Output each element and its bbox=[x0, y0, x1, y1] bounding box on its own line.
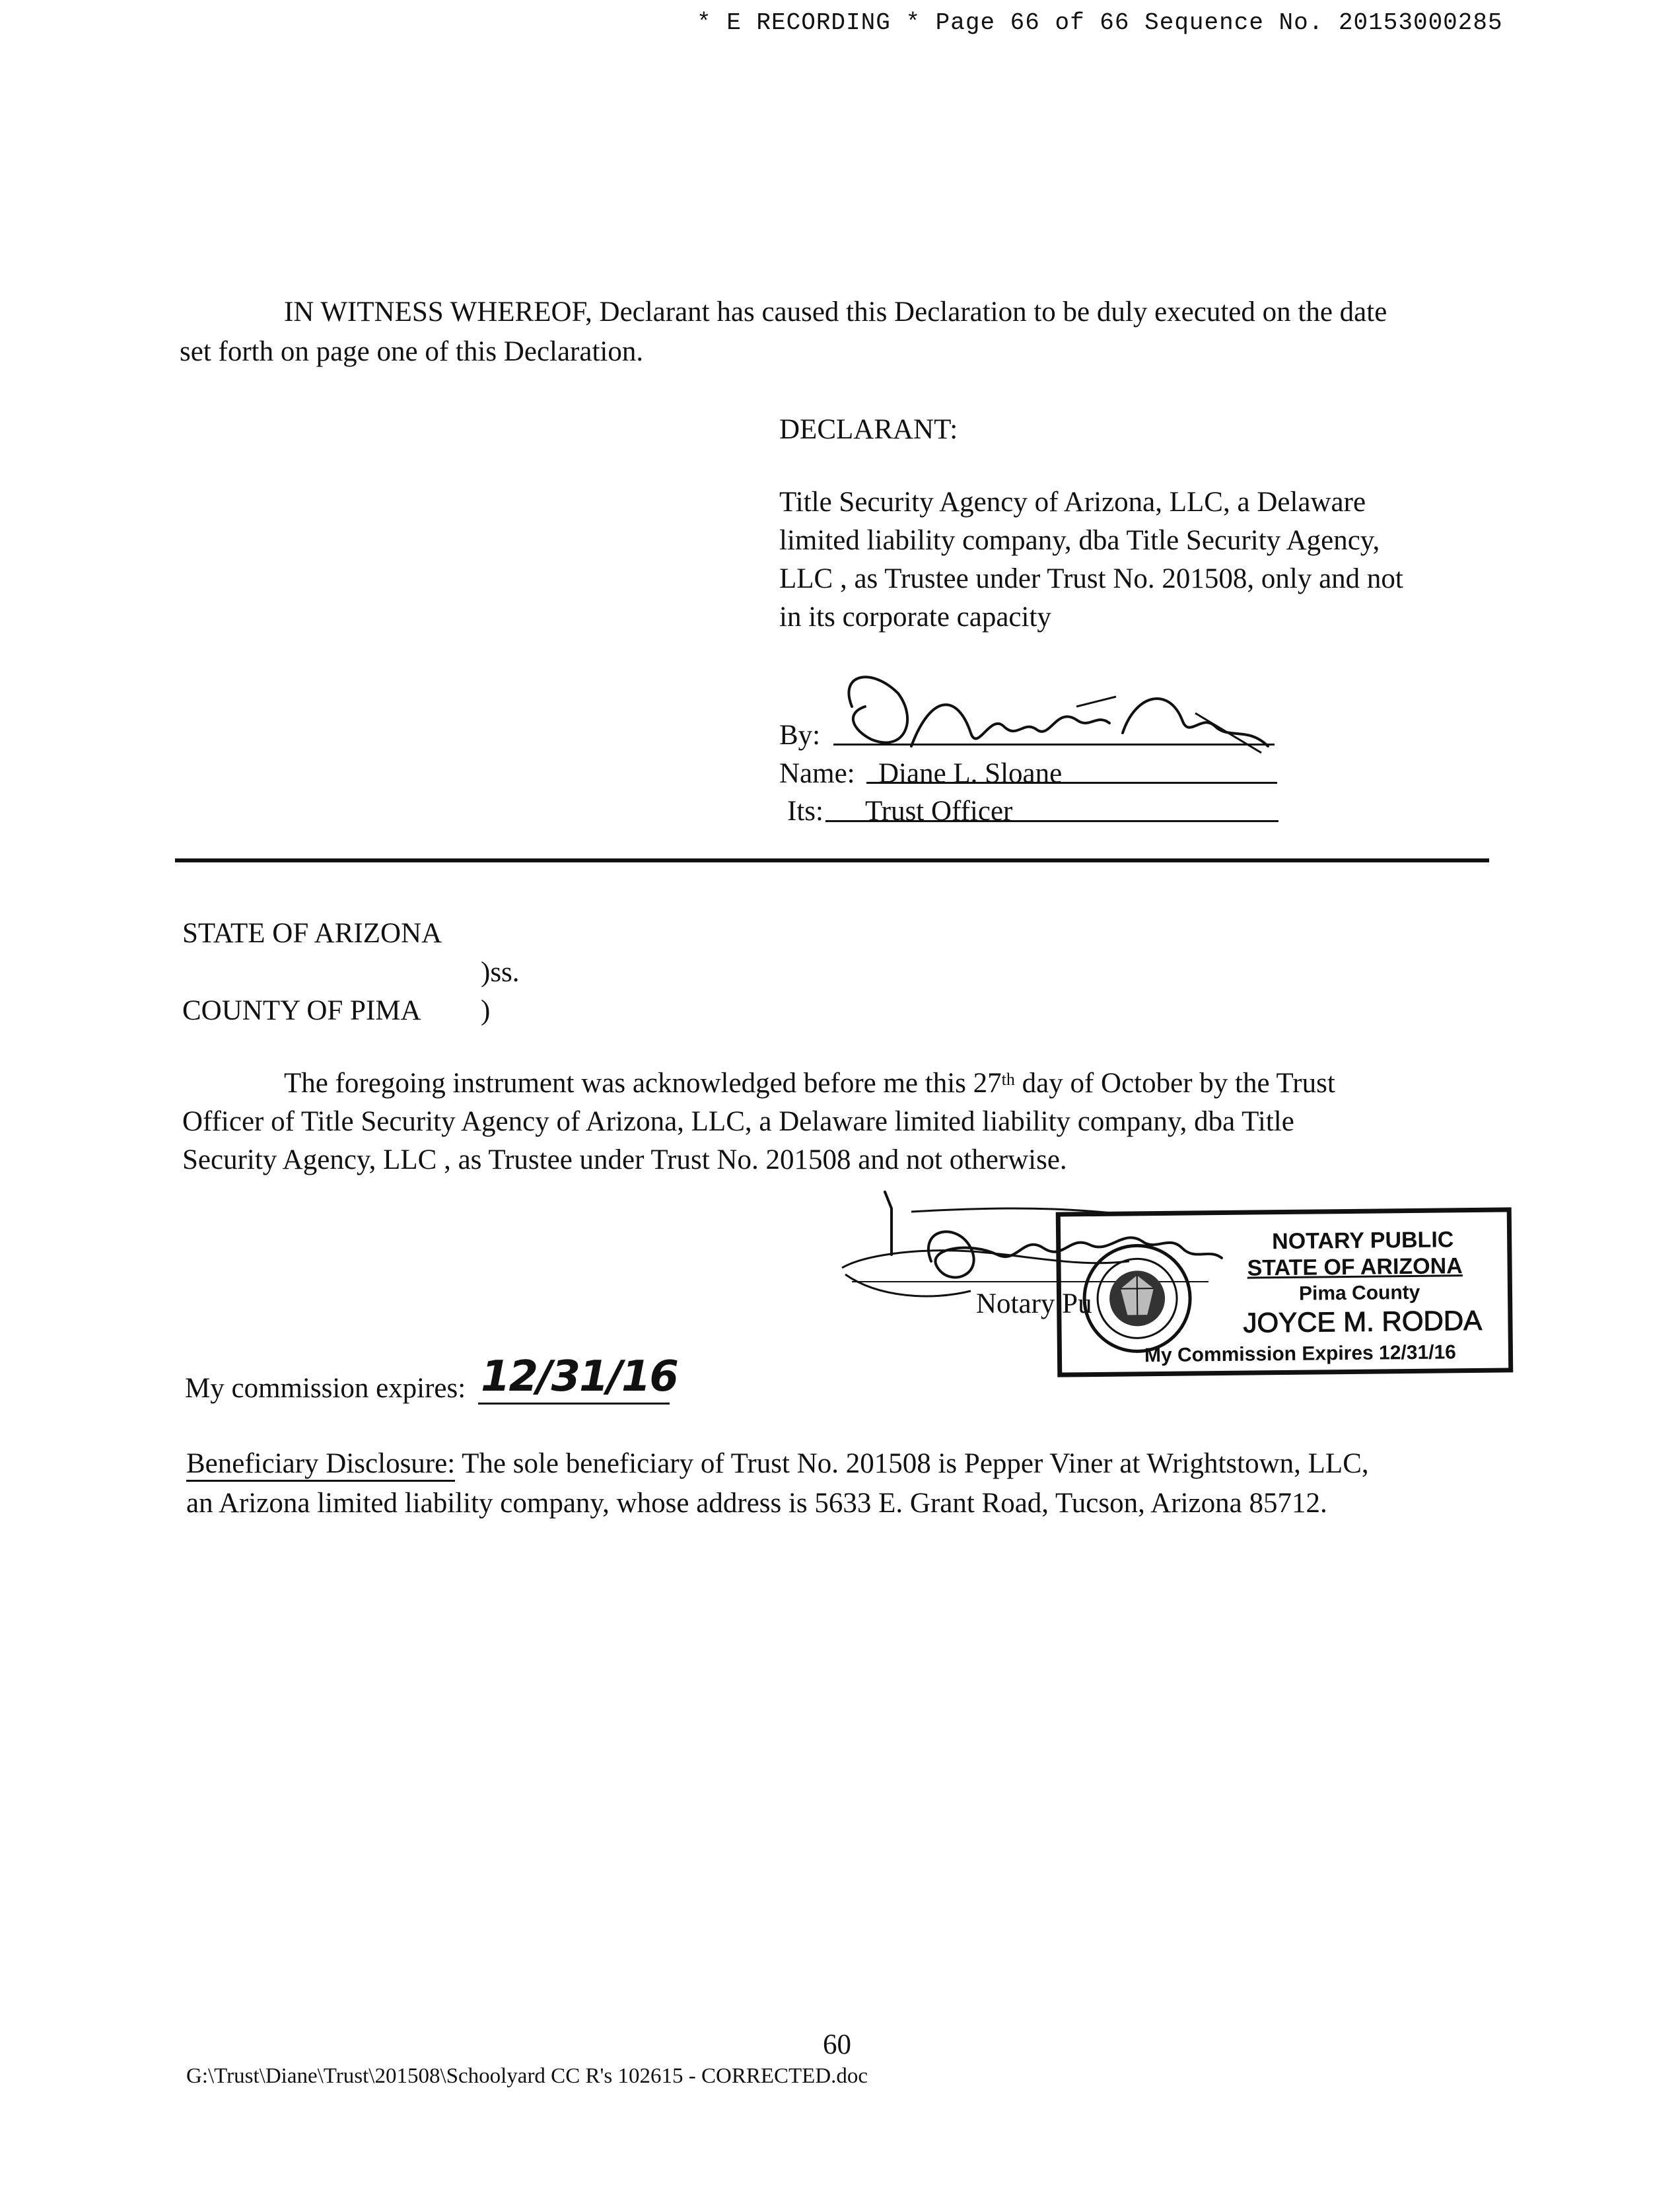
commission-handwritten-date bbox=[481, 1352, 678, 1401]
page-number: 60 bbox=[823, 2029, 851, 2060]
acknowledgment-line-1 bbox=[284, 1064, 1335, 1103]
declarant-entity-line-1: Title Security Agency of Arizona, LLC, a Delaware bbox=[779, 487, 1366, 518]
declarant-entity-line-2: limited liability company, dba Title Security Agency, bbox=[779, 525, 1380, 556]
commission-label: My commission expires: bbox=[185, 1373, 466, 1404]
commission-date-text: 12/31/16 bbox=[481, 1352, 678, 1401]
acknowledgment-line-1-end: day of October by the Trust bbox=[1014, 1068, 1335, 1099]
witness-line-1: IN WITNESS WHEREOF, Declarant has caused this Declaration to be duly executed on the date bbox=[284, 296, 1387, 328]
disclosure-line-2: an Arizona limited liability company, whose address is 5633 E. Grant Road, Tucson, Arizona 85712. bbox=[186, 1488, 1327, 1519]
venue-state: STATE OF ARIZONA bbox=[182, 918, 442, 949]
disclosure-line-1-rest: The sole beneficiary of Trust No. 201508 is Pepper Viner at Wrightstown, LLC, bbox=[455, 1448, 1369, 1479]
file-path: G:\Trust\Diane\Trust\201508\Schoolyard CC R's 102615 - CORRECTED.doc bbox=[186, 2064, 868, 2088]
acknowledgment-line-1-start: The foregoing instrument was acknowledged before me this 27 bbox=[284, 1068, 1002, 1099]
disclosure-line-1 bbox=[186, 1445, 1369, 1483]
stamp-line-expiration: My Commission Expires 12/31/16 bbox=[1144, 1341, 1457, 1367]
recording-header: * E RECORDING * Page 66 of 66 Sequence No. 20153000285 bbox=[697, 9, 1503, 36]
name-value: Diane L. Sloane bbox=[878, 758, 1063, 789]
ordinal-suffix: th bbox=[1001, 1070, 1015, 1089]
disclosure-label: Beneficiary Disclosure: bbox=[186, 1448, 455, 1482]
stamp-line-notary-public: NOTARY PUBLIC bbox=[1271, 1227, 1454, 1255]
notary-seal-icon bbox=[1080, 1241, 1194, 1355]
stamp-line-state: STATE OF ARIZONA bbox=[1247, 1253, 1463, 1281]
declarant-entity-line-4: in its corporate capacity bbox=[779, 602, 1051, 633]
acknowledgment-line-3: Security Agency, LLC , as Trustee under Trust No. 201508 and not otherwise. bbox=[182, 1144, 1067, 1175]
name-label: Name: bbox=[779, 758, 855, 789]
by-signature-line bbox=[833, 744, 1275, 746]
its-value: Trust Officer bbox=[865, 796, 1013, 827]
its-line bbox=[825, 820, 1278, 822]
its-label: Its: bbox=[787, 796, 823, 827]
acknowledgment-line-2: Officer of Title Security Agency of Arizona, LLC, a Delaware limited liability company, dba Title bbox=[182, 1106, 1294, 1137]
stamp-line-county: Pima County bbox=[1298, 1281, 1420, 1305]
name-line bbox=[866, 782, 1277, 784]
by-label: By: bbox=[779, 720, 821, 751]
notary-stamp bbox=[1056, 1207, 1514, 1377]
witness-line-2: set forth on page one of this Declaration. bbox=[180, 336, 644, 367]
venue-ss: )ss. bbox=[481, 957, 520, 988]
venue-county: COUNTY OF PIMA bbox=[182, 995, 421, 1026]
notary-caption: Notary Pu bbox=[976, 1288, 1092, 1319]
section-divider bbox=[175, 858, 1489, 862]
commission-line bbox=[478, 1403, 670, 1405]
venue-county-paren: ) bbox=[481, 995, 491, 1026]
stamp-line-notary-name: JOYCE M. RODDA bbox=[1243, 1304, 1483, 1338]
declarant-heading: DECLARANT: bbox=[779, 414, 958, 445]
declarant-entity-line-3: LLC , as Trustee under Trust No. 201508, only and not bbox=[779, 563, 1403, 594]
trustee-signature bbox=[825, 667, 1275, 766]
